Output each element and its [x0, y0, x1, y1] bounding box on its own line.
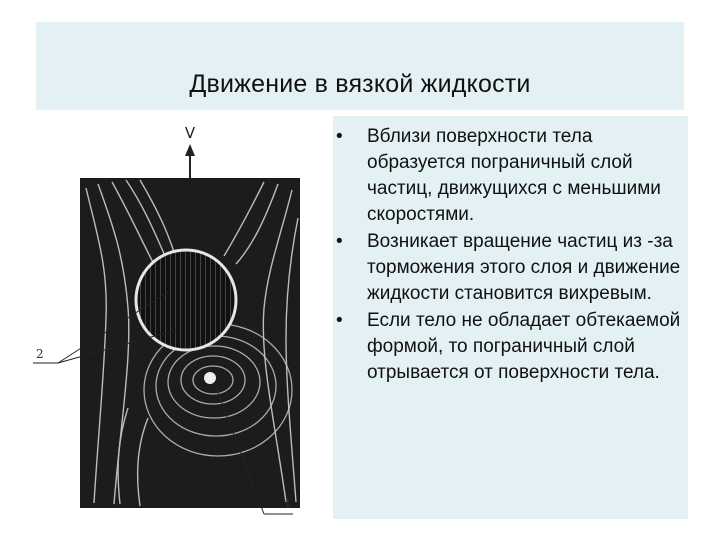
flow-figure: [28, 118, 318, 530]
bullet-marker: •: [336, 126, 343, 147]
bullet-marker: •: [336, 231, 343, 252]
velocity-arrow-head: [185, 144, 195, 156]
title-band: [36, 22, 684, 110]
text-panel: [333, 116, 688, 519]
velocity-label: V: [184, 124, 196, 142]
figure-label-1: 1: [284, 497, 292, 511]
bullet-text: Вблизи поверхности тела образуется пограничный слой частиц, движущихся с меньшими скоростями.: [367, 126, 661, 225]
figure-label-2: 2: [36, 347, 44, 361]
bullet-item: [333, 229, 688, 307]
bullet-item: [333, 124, 688, 228]
bullet-marker: •: [336, 310, 343, 331]
cylinder-body: [136, 250, 236, 350]
bullet-list: [333, 124, 688, 387]
bullet-item: [333, 308, 688, 386]
slide-title: Движение в вязкой жидкости: [189, 70, 531, 98]
bullet-text: Если тело не обладает обтекаемой формой, то пограничный слой отрывается от поверхности тела.: [367, 310, 681, 383]
flow-illustration: [28, 118, 318, 530]
bullet-text: Возникает вращение частиц из -за торможения этого слоя и движение жидкости становится вихревым.: [367, 231, 681, 304]
